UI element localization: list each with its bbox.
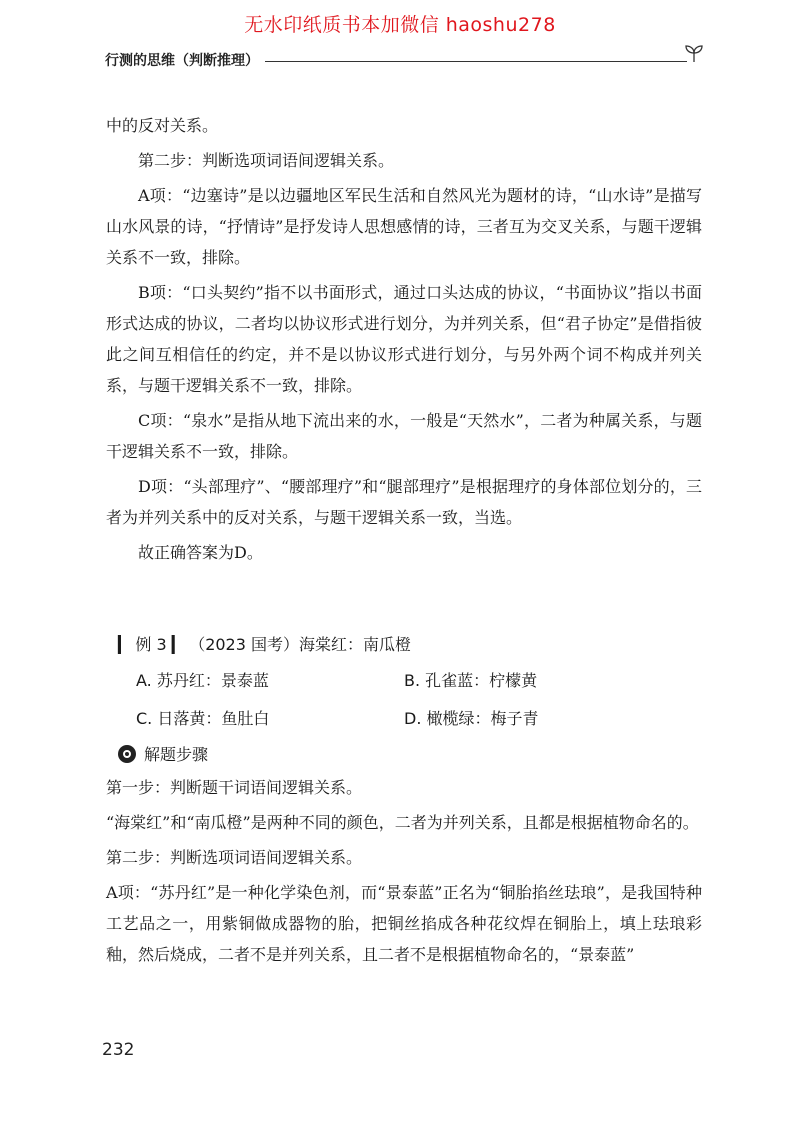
- option-b: B. 孔雀蓝：柠檬黄: [404, 671, 538, 690]
- bar-mark-icon: ▎: [171, 635, 185, 654]
- header-divider: [265, 61, 687, 62]
- paragraph-answer: 故正确答案为D。: [138, 543, 263, 562]
- running-header: [105, 50, 705, 72]
- option-row: [136, 706, 696, 744]
- option-row: [136, 668, 696, 706]
- option-a: A. 苏丹红：景泰蓝: [136, 671, 269, 690]
- header-title: 行测的思维（判断推理）: [105, 53, 259, 69]
- page-number: 232: [102, 1040, 135, 1060]
- explanation-body-bottom: [106, 772, 702, 970]
- paragraph-option-b: B项：“口头契约”指不以书面形式，通过口头达成的协议，“书面协议”指以书面形式达成的协议，二者均以协议形式进行划分，为并列关系，但“君子协定”是借指彼此之间互相信任的约定，并不是以协议形式进行划分，与另外两个词不构成并列关系，与题干逻辑关系不一致，排除。: [106, 283, 702, 395]
- sprout-icon: [683, 42, 705, 64]
- example-heading: [118, 632, 411, 655]
- example-question: （2023 国考）海棠红：南瓜橙: [189, 635, 411, 654]
- option-c: C. 日落黄：鱼肚白: [136, 709, 270, 728]
- paragraph-option-d: D项：“头部理疗”、“腰部理疗”和“腿部理疗”是根据理疗的身体部位划分的，三者为并列关系中的反对关系，与题干逻辑关系一致，当选。: [106, 477, 702, 527]
- paragraph-option-a: A项：“边塞诗”是以边疆地区军民生活和自然风光为题材的诗，“山水诗”是描写山水风景的诗，“抒情诗”是抒发诗人思想感情的诗，三者互为交叉关系，与题干逻辑关系不一致，排除。: [106, 186, 702, 267]
- target-icon: [118, 745, 136, 763]
- paragraph-step-two: 第二步：判断选项词语间逻辑关系。: [106, 848, 363, 867]
- answer-options: [136, 668, 696, 744]
- paragraph-step-two: 第二步：判断选项词语间逻辑关系。: [138, 151, 395, 170]
- paragraph: 中的反对关系。: [106, 116, 219, 135]
- paragraph-option-a: A项：“苏丹红”是一种化学染色剂，而“景泰蓝”正名为“铜胎掐丝珐琅”，是我国特种工艺品之一，用紫铜做成器物的胎，把铜丝掐成各种花纹焊在铜胎上，填上珐琅彩釉，然后烧成，二者不是并列关系，且二者不是根据植物命名的，“景泰蓝”: [106, 883, 702, 964]
- example-label: 例 3: [135, 635, 167, 654]
- watermark-text: 无水印纸质书本加微信 haoshu278: [244, 14, 556, 36]
- explanation-body-top: [106, 110, 702, 568]
- solution-steps-heading: [118, 742, 208, 765]
- paragraph-option-c: C项：“泉水”是指从地下流出来的水，一般是“天然水”，二者为种属关系，与题干逻辑关系不一致，排除。: [106, 411, 702, 461]
- paragraph-stem-analysis: “海棠红”和“南瓜橙”是两种不同的颜色，二者为并列关系，且都是根据植物命名的。: [106, 813, 699, 832]
- bar-mark-icon: ▎: [118, 635, 131, 654]
- paragraph-step-one: 第一步：判断题干词语间逻辑关系。: [106, 778, 363, 797]
- option-d: D. 橄榄绿：梅子青: [404, 709, 539, 728]
- steps-title: 解题步骤: [144, 745, 209, 764]
